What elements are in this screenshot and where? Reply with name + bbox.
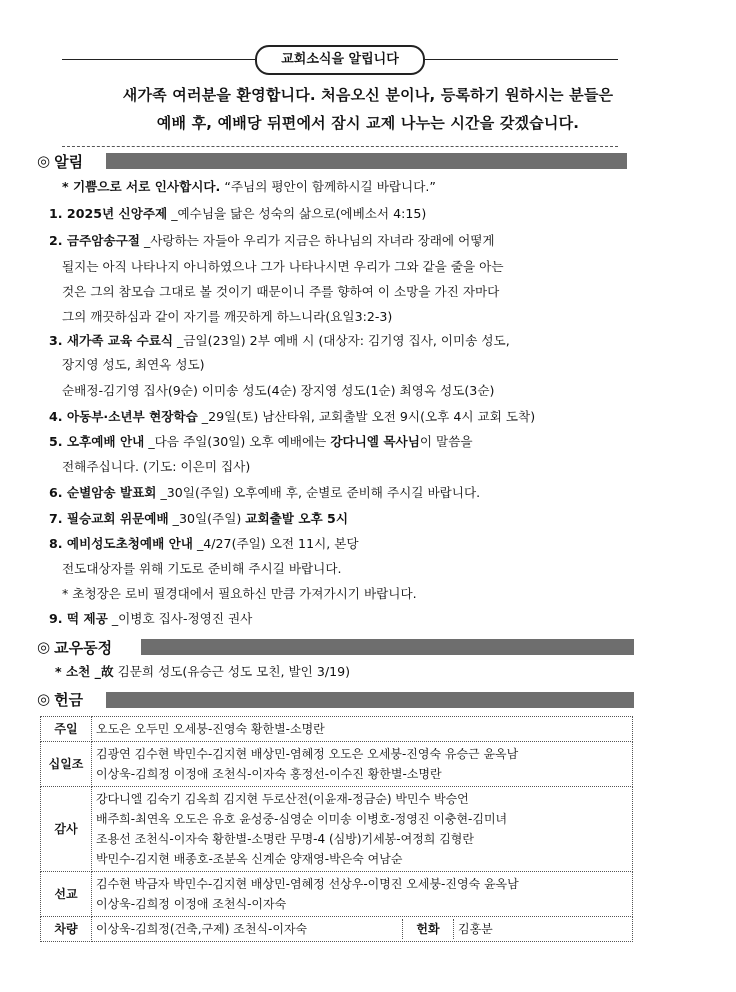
- notice-5-speaker: 강다니엘 목사님: [330, 434, 420, 449]
- notice-8: [49, 535, 359, 553]
- notice-9-text: _이병호 집사-정영진 권사: [107, 611, 253, 626]
- notice-8-text: _4/27(주일) 오전 11시, 본당: [192, 536, 359, 551]
- member-news: [55, 663, 350, 681]
- offering-names: [92, 787, 633, 872]
- notice-6: [49, 484, 480, 502]
- offering-row-vehicle: [41, 917, 633, 942]
- notice-intro: [62, 178, 436, 196]
- notice-5-text-end: 이 말씀을: [419, 434, 473, 449]
- notice-5-line-2: 전해주십니다. (기도: 이은미 집사): [62, 459, 251, 474]
- notice-7-departure: 교회출발 오후 5시: [245, 511, 348, 526]
- notice-1: [49, 205, 426, 223]
- notice-8-line-2: 전도대상자를 위해 기도로 준비해 주시길 바랍니다.: [62, 561, 342, 576]
- section-heading-offering: [37, 689, 83, 709]
- offering-label: 주일: [41, 717, 92, 742]
- section-heading-members: [37, 637, 112, 657]
- notice-6-text: _30일(주일) 오후예배 후, 순별로 준비해 주시길 바랍니다.: [156, 485, 481, 500]
- offering-row: [41, 742, 633, 787]
- notice-4-title: 4. 아동부·소년부 현장학습: [49, 409, 198, 424]
- offering-label: 십일조: [41, 742, 92, 787]
- notice-2: [49, 232, 495, 250]
- notice-intro-bold: * 기쁨으로 서로 인사합시다.: [62, 179, 221, 194]
- section-title: 알림: [54, 152, 84, 171]
- flower-label: 헌화: [402, 919, 454, 939]
- vehicle-names: 이상욱-김희정(건축,구제) 조천식-이자숙: [96, 922, 308, 936]
- offering-label: 선교: [41, 872, 92, 917]
- notice-2-line-4: 그의 깨끗하심과 같이 자기를 깨끗하게 하느니라(요일3:2-3): [62, 309, 393, 324]
- flower-names: 김홍분: [458, 922, 493, 936]
- notice-1-text: _예수님을 닮은 성숙의 삶으로(에베소서 4:15): [167, 206, 427, 221]
- offering-names-line: 김수현 박금자 박민수-김지현 배상민-염혜정 선상우-이명진 오세붕-진영숙 윤옥남: [96, 877, 519, 891]
- notice-8-line-3: * 초청장은 로비 필경대에서 필요하신 만큼 가져가시기 바랍니다.: [62, 586, 417, 601]
- notice-2-text: _사랑하는 자들아 우리가 지금은 하나님의 자녀라 장래에 어떻게: [139, 233, 495, 248]
- notice-8-title: 8. 예비성도초청예배 안내: [49, 536, 193, 551]
- offering-names: [92, 717, 633, 742]
- member-news-text: 김문희 성도(유승근 성도 모친, 발인 3/19): [113, 664, 351, 679]
- notice-7-title: 7. 필승교회 위문예배: [49, 511, 169, 526]
- offering-names: [92, 742, 633, 787]
- notice-5-text: _다음 주일(30일) 오후 예배에는: [144, 434, 331, 449]
- offering-names: [92, 917, 633, 942]
- section-bar: [141, 639, 634, 655]
- offering-table: [40, 716, 633, 942]
- section-marker-icon: ◎: [37, 638, 51, 656]
- section-title: 헌금: [54, 690, 84, 709]
- notice-3-line-2: 장지영 성도, 최연옥 성도): [62, 357, 205, 372]
- section-bar: [106, 153, 627, 169]
- notice-4-text: _29일(토) 남산타워, 교회출발 오전 9시(오후 4시 교회 도착): [197, 409, 536, 424]
- notice-intro-text: “주님의 평안이 함께하시길 바랍니다.”: [220, 179, 436, 194]
- offering-names: [92, 872, 633, 917]
- welcome-line-2: 예배 후, 예배당 뒤편에서 잠시 교제 나누는 시간을 갖겠습니다.: [156, 114, 580, 132]
- offering-row: [41, 787, 633, 872]
- notice-9-title: 9. 떡 제공: [49, 611, 108, 626]
- section-marker-icon: ◎: [37, 690, 51, 708]
- notice-5-title: 5. 오후예배 안내: [49, 434, 145, 449]
- notice-2-line-2: 될지는 아직 나타나지 아니하였으나 그가 나타나시면 우리가 그와 같을 줄을 아는: [62, 259, 504, 274]
- offering-row: [41, 717, 633, 742]
- offering-row: [41, 872, 633, 917]
- section-marker-icon: ◎: [37, 152, 51, 170]
- notice-3-text: _금일(23일) 2부 예배 시 (대상자: 김기영 집사, 이미송 성도,: [173, 333, 510, 348]
- notice-4: [49, 408, 535, 426]
- offering-names-line: 이상욱-김희정 이정애 조천식-이자숙: [96, 897, 287, 911]
- notice-6-title: 6. 순별암송 발표회: [49, 485, 157, 500]
- section-bar: [106, 692, 634, 708]
- offering-names-line: 강다니엘 김숙기 김옥희 김지현 두로산전(이윤재-정금순) 박민수 박승언: [96, 792, 469, 806]
- notice-2-line-3: 것은 그의 참모습 그대로 볼 것이기 때문이니 주를 향하여 이 소망을 가진 자마다: [62, 284, 500, 299]
- offering-names-line: 조용선 조천식-이자숙 황한별-소명란 무명-4 (심방)기세봉-여정희 김형란: [96, 832, 474, 846]
- section-heading-notices: [37, 151, 83, 171]
- header-rule-right: [421, 59, 618, 60]
- notice-3-line-3: 순배정-김기영 집사(9순) 이미송 성도(4순) 장지영 성도(1순) 최영옥 성도(3순): [62, 383, 495, 398]
- notice-7-text: _30일(주일): [168, 511, 246, 526]
- page-title: 교회소식을 알립니다: [255, 45, 425, 75]
- offering-names-line: 배주희-최연옥 오도은 유호 윤성중-심영순 이미송 이병호-정영진 이충현-김미녀: [96, 812, 508, 826]
- section-title: 교우동정: [54, 638, 113, 657]
- notice-9: [49, 610, 252, 628]
- notice-3-title: 3. 새가족 교육 수료식: [49, 333, 174, 348]
- offering-names-line: 박민수-김지현 배종호-조분옥 신계순 양재영-박은숙 여남순: [96, 852, 403, 866]
- offering-label: 감사: [41, 787, 92, 872]
- notice-5: [49, 433, 473, 451]
- offering-names-line: 이상욱-김희정 이정애 조천식-이자숙 홍정선-이수진 황한별-소명란: [96, 767, 442, 781]
- notice-7: [49, 510, 348, 528]
- member-news-label: * 소천 _故: [55, 664, 114, 679]
- notice-2-title: 2. 금주암송구절: [49, 233, 140, 248]
- welcome-line-1: 새가족 여러분을 환영합니다. 처음오신 분이나, 등록하기 원하시는 분들은: [122, 86, 614, 104]
- offering-names-line: 김광연 김수현 박민수-김지현 배상민-염혜정 오도은 오세붕-진영숙 유승근 윤옥남: [96, 747, 519, 761]
- notice-1-title: 1. 2025년 신앙주제: [49, 206, 168, 221]
- notice-3: [49, 332, 510, 350]
- header-rule-left: [62, 59, 257, 60]
- dashed-divider: [62, 146, 618, 147]
- offering-names-line: 오도은 오두민 오세붕-진영숙 황한별-소명란: [96, 722, 325, 736]
- offering-label: 차량: [41, 917, 92, 942]
